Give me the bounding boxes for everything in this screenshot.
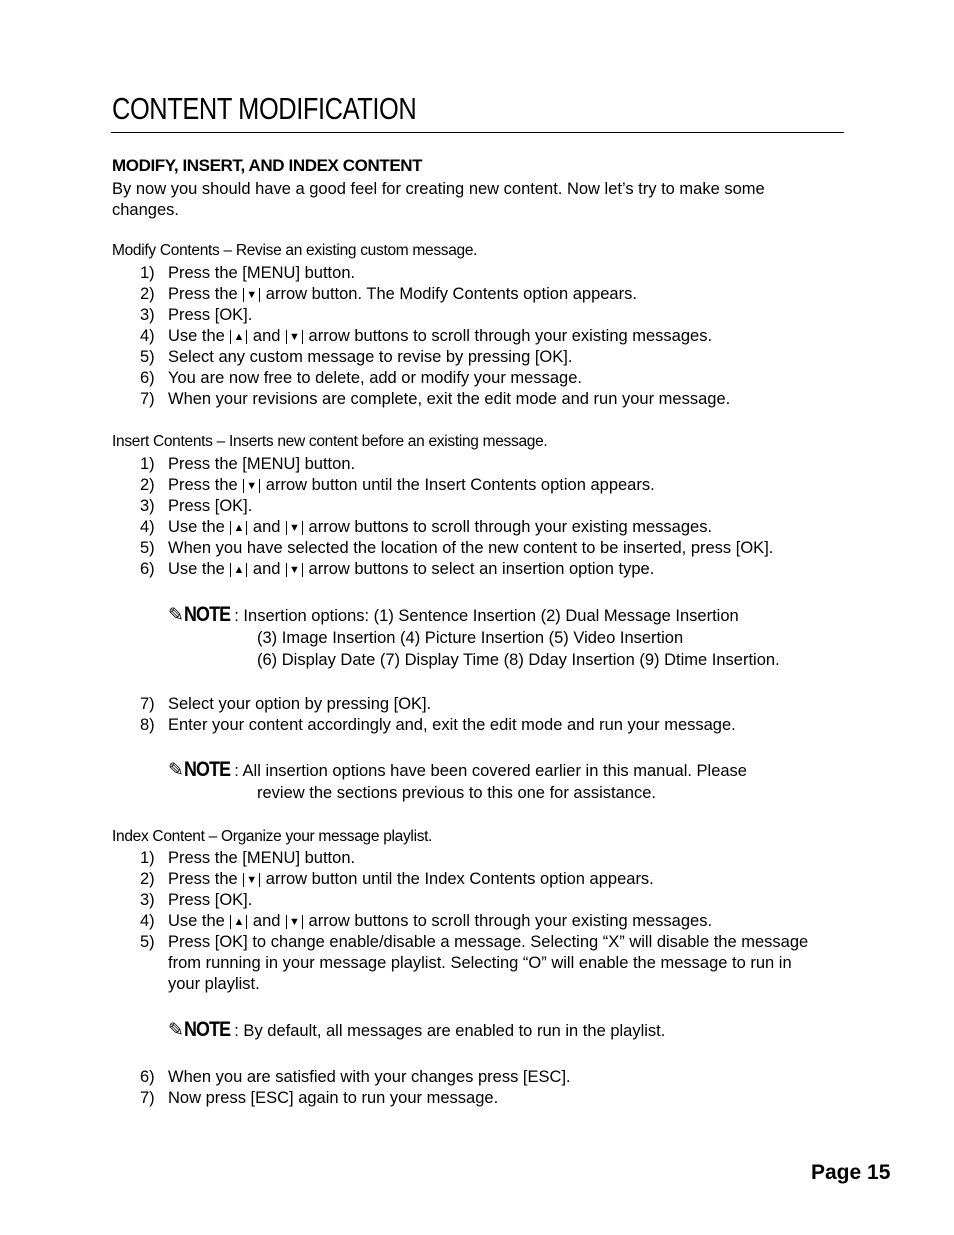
step-text bbox=[168, 890, 828, 911]
step-text bbox=[168, 347, 828, 368]
note-insertion-covered bbox=[168, 759, 747, 804]
step-item bbox=[140, 454, 828, 475]
step-item bbox=[140, 517, 828, 538]
step-item bbox=[140, 715, 828, 736]
step-text bbox=[168, 305, 828, 326]
step-text bbox=[168, 368, 828, 389]
step-number: 1) bbox=[140, 455, 155, 473]
step-text bbox=[168, 869, 828, 890]
pencil-icon: ✎ bbox=[168, 1020, 184, 1041]
step-text bbox=[168, 454, 828, 475]
step-text-part: Press [OK]. bbox=[168, 891, 253, 909]
note-text: : By default, all messages are enabled to run in the playlist. bbox=[234, 1022, 666, 1040]
step-item bbox=[140, 305, 828, 326]
down-arrow-icon: ▼ bbox=[243, 479, 260, 493]
note-text: review the sections previous to this one for assistance. bbox=[257, 784, 656, 802]
step-text-part: Now press [ESC] again to run your message. bbox=[168, 1089, 499, 1107]
step-text bbox=[168, 1088, 828, 1109]
step-item bbox=[140, 284, 828, 305]
note-label: NOTE bbox=[183, 603, 231, 626]
step-number: 2) bbox=[140, 870, 155, 888]
note-default-enabled bbox=[168, 1019, 665, 1042]
step-text bbox=[168, 694, 828, 715]
step-text-part: Press the bbox=[168, 285, 243, 303]
down-arrow-icon: ▼ bbox=[243, 288, 260, 302]
step-number: 3) bbox=[140, 891, 155, 909]
step-text-part: Press [OK]. bbox=[168, 497, 253, 515]
step-item bbox=[140, 496, 828, 517]
page-number: Page 15 bbox=[811, 1161, 891, 1184]
step-item bbox=[140, 1088, 828, 1109]
index-steps bbox=[140, 848, 828, 995]
step-text-part: arrow button. The Modify Contents option appears. bbox=[261, 285, 637, 303]
step-item bbox=[140, 932, 828, 995]
step-number: 3) bbox=[140, 497, 155, 515]
up-arrow-icon: ▲ bbox=[230, 521, 247, 535]
step-text-part: Select any custom message to revise by pressing [OK]. bbox=[168, 348, 573, 366]
step-item bbox=[140, 1067, 828, 1088]
step-text-part: Press [OK]. bbox=[168, 306, 253, 324]
note-text: (3) Image Insertion (4) Picture Insertion (5) Video Insertion bbox=[257, 629, 684, 647]
step-number: 3) bbox=[140, 306, 155, 324]
step-number: 2) bbox=[140, 285, 155, 303]
step-number: 5) bbox=[140, 933, 155, 951]
step-number: 6) bbox=[140, 1068, 155, 1086]
down-arrow-icon: ▼ bbox=[286, 521, 303, 535]
step-text-part: and bbox=[248, 560, 286, 578]
step-number: 5) bbox=[140, 539, 155, 557]
up-arrow-icon: ▲ bbox=[230, 330, 247, 344]
step-item bbox=[140, 694, 828, 715]
pencil-icon: ✎ bbox=[168, 605, 184, 626]
note-text: : All insertion options have been covered earlier in this manual. Please bbox=[234, 762, 747, 780]
step-text bbox=[168, 263, 828, 284]
step-number: 7) bbox=[140, 390, 155, 408]
step-text-part: arrow button until the Insert Contents option appears. bbox=[261, 476, 655, 494]
step-text-part: arrow button until the Index Contents option appears. bbox=[261, 870, 654, 888]
step-item bbox=[140, 263, 828, 284]
down-arrow-icon: ▼ bbox=[243, 873, 260, 887]
step-text bbox=[168, 848, 828, 869]
step-text-part: Use the bbox=[168, 912, 230, 930]
note-label: NOTE bbox=[183, 758, 231, 781]
step-item bbox=[140, 559, 828, 580]
step-number: 7) bbox=[140, 695, 155, 713]
step-item bbox=[140, 347, 828, 368]
section-heading: MODIFY, INSERT, AND INDEX CONTENT bbox=[112, 156, 423, 175]
modify-steps bbox=[140, 263, 828, 410]
step-text-part: Press the [MENU] button. bbox=[168, 455, 356, 473]
step-text-part: arrow buttons to scroll through your existing messages. bbox=[303, 518, 713, 536]
step-text bbox=[168, 1067, 828, 1088]
step-text-part: arrow buttons to select an insertion option type. bbox=[303, 560, 655, 578]
step-text bbox=[168, 326, 828, 347]
step-text-part: Use the bbox=[168, 560, 230, 578]
step-number: 5) bbox=[140, 348, 155, 366]
step-number: 7) bbox=[140, 1089, 155, 1107]
step-text-part: Press the bbox=[168, 870, 243, 888]
step-text bbox=[168, 911, 828, 932]
index-heading: Index Content – Organize your message playlist. bbox=[112, 828, 433, 845]
step-text-part: and bbox=[248, 327, 286, 345]
step-text-part: When you are satisfied with your changes press [ESC]. bbox=[168, 1068, 571, 1086]
step-text bbox=[168, 715, 828, 736]
up-arrow-icon: ▲ bbox=[230, 915, 247, 929]
index-steps-continued bbox=[140, 1067, 828, 1109]
step-text-part: Press the [MENU] button. bbox=[168, 849, 356, 867]
step-text bbox=[168, 932, 828, 995]
insert-heading: Insert Contents – Inserts new content before an existing message. bbox=[112, 433, 548, 450]
step-item bbox=[140, 911, 828, 932]
step-number: 6) bbox=[140, 369, 155, 387]
step-text bbox=[168, 389, 828, 410]
down-arrow-icon: ▼ bbox=[286, 915, 303, 929]
step-text-part: arrow buttons to scroll through your existing messages. bbox=[303, 912, 713, 930]
step-item bbox=[140, 389, 828, 410]
step-number: 1) bbox=[140, 849, 155, 867]
note-label: NOTE bbox=[183, 1018, 231, 1041]
insert-steps-continued bbox=[140, 694, 828, 736]
step-number: 4) bbox=[140, 518, 155, 536]
step-text bbox=[168, 496, 828, 517]
step-number: 1) bbox=[140, 264, 155, 282]
step-text-part: When your revisions are complete, exit the edit mode and run your message. bbox=[168, 390, 731, 408]
step-text-part: Select your option by pressing [OK]. bbox=[168, 695, 432, 713]
intro-paragraph: By now you should have a good feel for creating new content. Now let’s try to make some changes. bbox=[112, 180, 765, 219]
step-number: 6) bbox=[140, 560, 155, 578]
step-item bbox=[140, 326, 828, 347]
note-text: (6) Display Date (7) Display Time (8) Dday Insertion (9) Dtime Insertion. bbox=[257, 651, 780, 669]
step-item bbox=[140, 368, 828, 389]
step-text bbox=[168, 517, 828, 538]
modify-heading: Modify Contents – Revise an existing custom message. bbox=[112, 242, 478, 259]
down-arrow-icon: ▼ bbox=[286, 330, 303, 344]
step-text-part: and bbox=[248, 912, 286, 930]
step-text-part: Press the [MENU] button. bbox=[168, 264, 356, 282]
step-number: 4) bbox=[140, 327, 155, 345]
pencil-icon: ✎ bbox=[168, 760, 184, 781]
step-text bbox=[168, 475, 828, 496]
step-text-part: You are now free to delete, add or modify your message. bbox=[168, 369, 582, 387]
step-item bbox=[140, 890, 828, 911]
step-text-part: Use the bbox=[168, 327, 230, 345]
page-title: CONTENT MODIFICATION bbox=[112, 91, 417, 126]
step-text-part: and bbox=[248, 518, 286, 536]
step-text-part: Enter your content accordingly and, exit the edit mode and run your message. bbox=[168, 716, 736, 734]
step-text-part: When you have selected the location of the new content to be inserted, press [OK]. bbox=[168, 539, 774, 557]
step-number: 2) bbox=[140, 476, 155, 494]
insert-steps bbox=[140, 454, 828, 580]
step-text-part: arrow buttons to scroll through your existing messages. bbox=[303, 327, 713, 345]
step-text-part: Press [OK] to change enable/disable a message. Selecting “X” will disable the message from running in your message playlist. Selecting “O” will enable the message to run in your playlist. bbox=[168, 933, 809, 993]
step-text bbox=[168, 538, 828, 559]
step-text bbox=[168, 559, 828, 580]
note-text: : Insertion options: (1) Sentence Insertion (2) Dual Message Insertion bbox=[234, 607, 739, 625]
step-text-part: Press the bbox=[168, 476, 243, 494]
step-number: 8) bbox=[140, 716, 155, 734]
step-item bbox=[140, 848, 828, 869]
step-item bbox=[140, 869, 828, 890]
note-insertion-options bbox=[168, 604, 780, 671]
title-divider bbox=[111, 132, 844, 133]
down-arrow-icon: ▼ bbox=[286, 563, 303, 577]
step-text-part: Use the bbox=[168, 518, 230, 536]
up-arrow-icon: ▲ bbox=[230, 563, 247, 577]
step-item bbox=[140, 475, 828, 496]
step-number: 4) bbox=[140, 912, 155, 930]
step-item bbox=[140, 538, 828, 559]
step-text bbox=[168, 284, 828, 305]
